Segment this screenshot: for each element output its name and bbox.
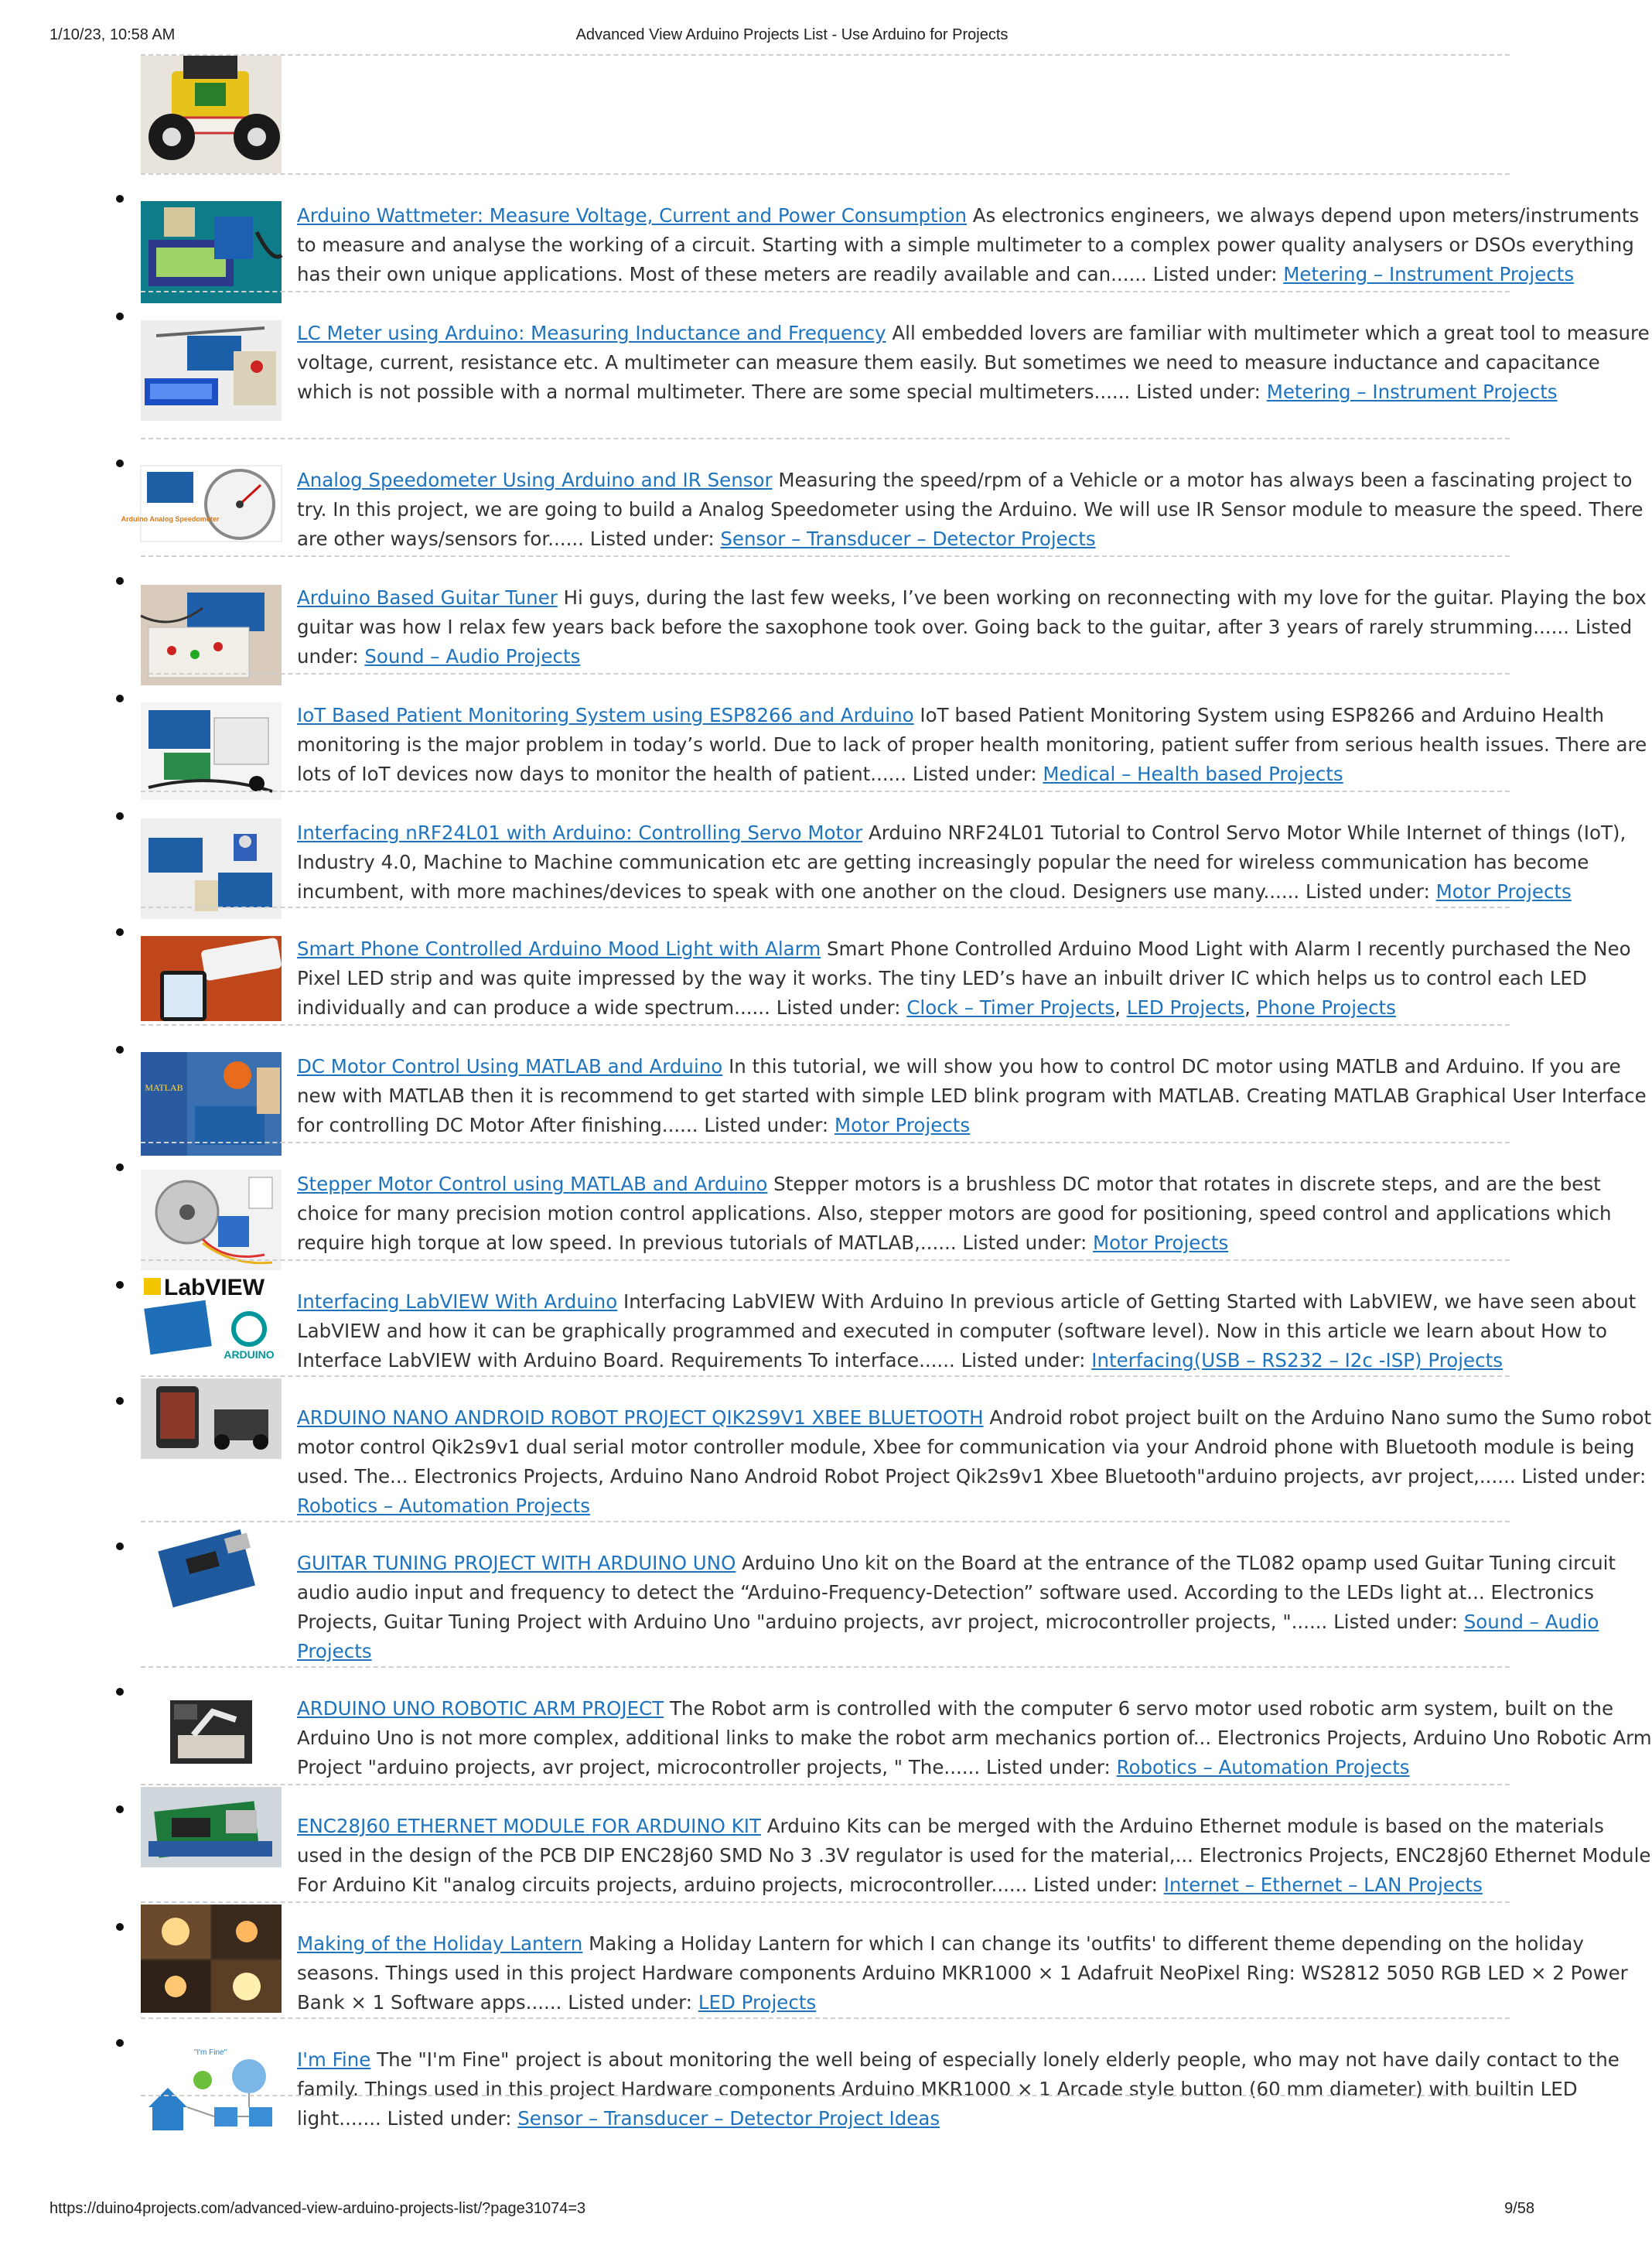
project-description: The Robot arm is controlled with the computer 6 servo motor used robotic arm system, built on the Arduino Uno is not more complex, additional links to make the robot arm mechanics portion of... Electronics Projects, Arduino Uno Robotic Arm Project "arduino projects, avr project, microcontroller projects, " The...... bbox=[297, 1697, 1652, 1778]
arduino-logo-text: ARDUINO bbox=[224, 1348, 275, 1361]
project-title-link[interactable]: Stepper Motor Control using MATLAB and Arduino bbox=[297, 1173, 768, 1195]
category-link[interactable]: Metering – Instrument Projects bbox=[1283, 263, 1575, 285]
listed-under-label: Listed under: bbox=[568, 1991, 693, 2014]
listed-under-label: Listed under: bbox=[704, 1114, 829, 1136]
list-item bbox=[141, 1666, 1652, 1785]
bullet-icon bbox=[116, 1688, 124, 1696]
category-link[interactable]: LED Projects bbox=[1126, 996, 1245, 1019]
robot-car-photo-icon[interactable] bbox=[141, 56, 282, 173]
list-item bbox=[141, 1142, 1612, 1261]
item-text bbox=[297, 2045, 1652, 2133]
listed-under-label: Listed under: bbox=[387, 2107, 512, 2130]
robotic-arm-photo-icon[interactable] bbox=[170, 1700, 252, 1764]
matlab-caption: MATLAB bbox=[145, 1082, 183, 1093]
project-title-link[interactable]: ARDUINO UNO ROBOTIC ARM PROJECT bbox=[297, 1697, 664, 1720]
list-item-previous bbox=[141, 54, 1510, 175]
project-description: Arduino NRF24L01 Tutorial to Control Servo Motor While Internet of things (IoT), Industry 4.0, Machine to Machine communication etc are getting increasingly popular the need for wireless communication has become incumbent, with more machines/devices to speak with one another on the cloud. Designers use many...... bbox=[297, 822, 1626, 903]
speedometer-photo-icon[interactable] bbox=[121, 466, 282, 541]
item-text bbox=[297, 1287, 1652, 1375]
item-text bbox=[297, 1812, 1652, 1900]
project-title-link[interactable]: Arduino Wattmeter: Measure Voltage, Current and Power Consumption bbox=[297, 204, 967, 227]
listed-under-label: Listed under: bbox=[1152, 263, 1278, 285]
item-text bbox=[297, 701, 1652, 789]
category-link[interactable]: Internet – Ethernet – LAN Projects bbox=[1163, 1874, 1483, 1896]
project-description: Hi guys, during the last few weeks, I’ve been working on reconnecting with my love for the guitar. Playing the box guitar was how I relax few years back before the saxophone took over. Going back to the guitar, after 3 years of rarely strumming...... bbox=[297, 586, 1647, 638]
mood-light-photo-icon[interactable] bbox=[141, 936, 282, 1021]
category-link[interactable]: Interfacing(USB – RS232 – I2c -ISP) Projects bbox=[1091, 1349, 1503, 1372]
category-link[interactable]: Robotics – Automation Projects bbox=[297, 1495, 590, 1517]
item-text: Smart Phone Controlled Arduino Mood Light with Alarm Smart Phone Controlled Arduino Mood Light with Alarm I recently purchased the Neo Pixel LED strip and was quite impressed by the way it works. The tiny LED’s have an inbuilt driver IC which helps us to control each LED individually and can produce a wide spectrum...... Listed under: Clock – Timer Projects, LED Projects, Phone Projects bbox=[297, 938, 1631, 1019]
item-text bbox=[297, 1052, 1652, 1140]
im-fine-diagram-icon[interactable] bbox=[141, 2045, 282, 2137]
holiday-lantern-photo-icon[interactable] bbox=[141, 1905, 282, 2013]
stepper-motor-photo-icon[interactable] bbox=[141, 1170, 282, 1270]
print-header bbox=[0, 26, 1584, 50]
category-link[interactable]: Sensor – Transducer – Detector Projects bbox=[720, 528, 1096, 550]
project-title-link[interactable]: Analog Speedometer Using Arduino and IR Sensor bbox=[297, 469, 773, 491]
category-link[interactable]: Sensor – Transducer – Detector Project Ideas bbox=[517, 2107, 940, 2130]
project-description: Arduino Kits can be merged with the Arduino Ethernet module is based on the materials used in the design of the PCB DIP ENC28j60 SMD No 3 .3V regulator is used for the material,... Electronics Projects, ENC28j60 Ethernet Module For Arduino Kit "analog circuits projects, arduino projects, microcontroller...... bbox=[297, 1815, 1651, 1896]
listed-under-label: Listed under: bbox=[297, 616, 1633, 668]
item-text bbox=[297, 1549, 1652, 1666]
bullet-icon bbox=[116, 459, 124, 467]
listed-under-label: Listed under: bbox=[1333, 1611, 1458, 1633]
project-title-link[interactable]: Interfacing nRF24L01 with Arduino: Controlling Servo Motor bbox=[297, 822, 863, 844]
list-item bbox=[141, 2017, 1620, 2135]
listed-under-label: Listed under: bbox=[1521, 1465, 1647, 1488]
listed-under-label: Listed under: bbox=[961, 1349, 1086, 1372]
list-item bbox=[141, 791, 1626, 908]
project-title-link[interactable]: IoT Based Patient Monitoring System using ESP8266 and Arduino bbox=[297, 704, 914, 726]
project-title-link[interactable]: Interfacing LabVIEW With Arduino bbox=[297, 1290, 618, 1313]
listed-under-label: Listed under: bbox=[1136, 381, 1261, 403]
project-description: Smart Phone Controlled Arduino Mood Light with Alarm I recently purchased the Neo Pixel LED strip and was quite impressed by the way it works. The tiny LED’s have an inbuilt driver IC which helps us to control each LED individually and can produce a wide spectrum...... bbox=[297, 938, 1631, 1019]
listed-under-label: Listed under: bbox=[985, 1756, 1111, 1778]
list-item bbox=[141, 1259, 1637, 1377]
project-description: All embedded lovers are familiar with multimeter which a great tool to measure voltage, current, resistance etc. A multimeter can measure them easily. But sometimes we need to measure inductance and capacitance which is not possible with a normal multimeter. There are some special multimeters...... bbox=[297, 322, 1650, 403]
project-description: The "I'm Fine" project is about monitoring the well being of especially lonely elderly people, who may not have daily contact to the family. Things used in this project Hardware components Arduino MKR1000 × 1 Arcade style button (60 mm diameter) with builtin LED light....... bbox=[297, 2048, 1620, 2130]
bullet-icon bbox=[116, 313, 124, 320]
bullet-icon bbox=[116, 812, 124, 820]
project-description: In this tutorial, we will show you how to control DC motor using MATLB and Arduino. If you are new with MATLAB then it is recommend to get started with simple LED blink program with MATLAB. Creating MATLAB Graphical User Interface for controlling DC Motor After finishing...... bbox=[297, 1055, 1647, 1136]
bullet-icon bbox=[116, 1046, 124, 1054]
patient-monitor-photo-icon[interactable] bbox=[141, 702, 282, 800]
bullet-icon bbox=[116, 1542, 124, 1550]
project-title-link[interactable]: ARDUINO NANO ANDROID ROBOT PROJECT QIK2S9V1 XBEE BLUETOOTH bbox=[297, 1406, 984, 1429]
bullet-icon bbox=[116, 1163, 124, 1171]
item-text bbox=[297, 583, 1652, 671]
list-item bbox=[141, 555, 1647, 675]
bullet-icon bbox=[116, 1805, 124, 1813]
category-link[interactable]: Sound – Audio Projects bbox=[297, 1611, 1599, 1662]
category-link[interactable]: Medical – Health based Projects bbox=[1043, 763, 1343, 785]
item-text bbox=[297, 1170, 1652, 1258]
list-item bbox=[141, 673, 1647, 792]
print-datetime: 1/10/23, 10:58 AM bbox=[49, 26, 176, 43]
item-text bbox=[297, 201, 1652, 289]
list-item bbox=[141, 291, 1650, 439]
item-text bbox=[297, 466, 1652, 554]
item-text bbox=[297, 818, 1652, 907]
bullet-icon bbox=[116, 577, 124, 585]
list-item bbox=[141, 1375, 1652, 1522]
project-title-link[interactable]: DC Motor Control Using MATLAB and Arduino bbox=[297, 1055, 723, 1078]
project-description: Measuring the speed/rpm of a Vehicle or a motor has always been a fascinating project to try. In this project, we are going to build a Analog Speedometer using the Arduino. We will use IR Sensor module to measure the speed. There are other ways/sensors for...... bbox=[297, 469, 1643, 550]
project-title-link[interactable]: I'm Fine bbox=[297, 2048, 371, 2071]
project-title-link[interactable]: ENC28J60 ETHERNET MODULE FOR ARDUINO KIT bbox=[297, 1815, 761, 1837]
category-link[interactable]: Phone Projects bbox=[1256, 996, 1396, 1019]
item-text bbox=[297, 1929, 1652, 2017]
list-item bbox=[121, 438, 1643, 557]
project-description: Making a Holiday Lantern for which I can change its 'outfits' to different theme depending on the holiday seasons. Things used in this project Hardware components Arduino MKR1000 × 1 Adafruit NeoPixel Ring: WS2812 5050 RGB LED × 2 Power Bank × 1 Software apps...... bbox=[297, 1932, 1628, 2014]
category-link[interactable]: Motor Projects bbox=[834, 1114, 971, 1136]
project-description: Arduino Uno kit on the Board at the entrance of the TL082 opamp used Guitar Tuning circuit audio audio input and frequency to detect the “Arduino-Frequency-Detection” software used. According to the LEDs light at... Electronics Projects, Guitar Tuning Project with Arduino Uno "arduino projects, avr project, microcontroller projects, "...... bbox=[297, 1552, 1616, 1633]
category-link[interactable]: Motor Projects bbox=[1435, 880, 1572, 903]
project-description: Android robot project built on the Arduino Nano sumo the Sumo robot motor control Qik2s9v1 dual serial motor controller module, Xbee for communication via your Android phone with Bluetooth module is being used. The... Electronics Projects, Arduino Nano Android Robot Project Qik2s9v1 Xbee Bluetooth"arduino projects, avr project,...... bbox=[297, 1406, 1652, 1488]
project-description: As electronics engineers, we always depend upon meters/instruments to measure and analyse the working of a circuit. Starting with a simple multimeter to a complex power quality analysers or DSOs everything has their own unique applications. Most of these meters are readily available and can...... bbox=[297, 204, 1640, 285]
matlab-dc-motor-photo-icon[interactable] bbox=[141, 1052, 282, 1156]
speedometer-caption: Arduino Analog Speedometer bbox=[121, 515, 220, 523]
project-title-link[interactable]: LC Meter using Arduino: Measuring Inductance and Frequency bbox=[297, 322, 886, 344]
category-link[interactable]: Robotics – Automation Projects bbox=[1116, 1756, 1410, 1778]
print-page-number: 9/58 bbox=[1504, 2200, 1534, 2217]
category-link[interactable]: Sound – Audio Projects bbox=[364, 645, 581, 668]
list-item bbox=[141, 1901, 1628, 2019]
item-text bbox=[297, 319, 1652, 407]
list-item bbox=[141, 173, 1640, 292]
list-item bbox=[141, 1784, 1651, 1903]
category-link[interactable]: Metering – Instrument Projects bbox=[1266, 381, 1558, 403]
ethernet-module-photo-icon[interactable] bbox=[141, 1787, 282, 1867]
arduino-uno-board-photo-icon[interactable] bbox=[156, 1524, 265, 1609]
list-item bbox=[141, 1024, 1647, 1143]
bullet-icon bbox=[116, 1397, 124, 1405]
project-title-link[interactable]: Smart Phone Controlled Arduino Mood Light with Alarm bbox=[297, 938, 821, 960]
print-url: https://duino4projects.com/advanced-view-arduino-projects-list/?page31074=3 bbox=[49, 2200, 586, 2217]
labview-logo-text: LabVIEW bbox=[164, 1275, 265, 1300]
labview-arduino-logo-icon[interactable] bbox=[141, 1275, 282, 1368]
nrf24l01-photo-icon[interactable] bbox=[141, 818, 282, 919]
category-link[interactable]: Motor Projects bbox=[1093, 1232, 1229, 1254]
lc-meter-photo-icon[interactable] bbox=[141, 320, 282, 421]
category-link[interactable]: LED Projects bbox=[698, 1991, 817, 2014]
list-item bbox=[141, 1521, 1616, 1668]
bullet-icon bbox=[116, 195, 124, 203]
project-title-link[interactable]: GUITAR TUNING PROJECT WITH ARDUINO UNO bbox=[297, 1552, 736, 1574]
project-description: Interfacing LabVIEW With Arduino In previous article of Getting Started with LabVIEW, we have seen about LabVIEW and how it can be graphically programmed and executed in computer (software level). Now in this article we learn about How to Interface LabVIEW with Arduino Board. Requirements To interface...... bbox=[297, 1290, 1637, 1372]
category-link[interactable]: Clock – Timer Projects bbox=[906, 996, 1115, 1019]
listed-under-label: Listed under: bbox=[962, 1232, 1087, 1254]
item-text bbox=[297, 1403, 1652, 1521]
listed-under-label: Listed under: bbox=[776, 996, 901, 1019]
project-title-link[interactable]: Making of the Holiday Lantern bbox=[297, 1932, 583, 1955]
wattmeter-photo-icon[interactable] bbox=[141, 201, 282, 303]
listed-under-label: Listed under: bbox=[589, 528, 715, 550]
print-footer bbox=[0, 2200, 1584, 2223]
guitar-tuner-photo-icon[interactable] bbox=[141, 585, 282, 685]
list-end-divider bbox=[141, 2095, 1510, 2096]
project-title-link[interactable]: Arduino Based Guitar Tuner bbox=[297, 586, 558, 609]
listed-under-label: Listed under: bbox=[1306, 880, 1430, 903]
bullet-icon bbox=[116, 928, 124, 936]
print-page-title: Advanced View Arduino Projects List - Use Arduino for Projects bbox=[575, 26, 1009, 43]
im-fine-caption: "I'm Fine" bbox=[193, 2048, 227, 2057]
listed-under-label: Listed under: bbox=[1033, 1874, 1158, 1896]
project-description: Stepper motors is a brushless DC motor that rotates in discrete steps, and are the best choice for many precision motion control applications. Also, stepper motors are good for positioning, speed control and applications which require high torque at low speed. In previous tutorials of MATLAB,...... bbox=[297, 1173, 1612, 1254]
bullet-icon bbox=[116, 2039, 124, 2047]
bullet-icon bbox=[116, 1923, 124, 1931]
item-text bbox=[297, 1694, 1652, 1782]
android-robot-photo-icon[interactable] bbox=[141, 1378, 282, 1459]
list-item bbox=[141, 907, 1631, 1026]
bullet-icon bbox=[116, 695, 124, 702]
project-description: IoT based Patient Monitoring System using ESP8266 and Arduino Health monitoring is the major problem in today’s world. Due to lack of proper health monitoring, patient suffer from serious health issues. There are lots of IoT devices now days to monitor the health of patient...... bbox=[297, 704, 1647, 785]
bullet-icon bbox=[116, 1281, 124, 1289]
listed-under-label: Listed under: bbox=[912, 763, 1037, 785]
